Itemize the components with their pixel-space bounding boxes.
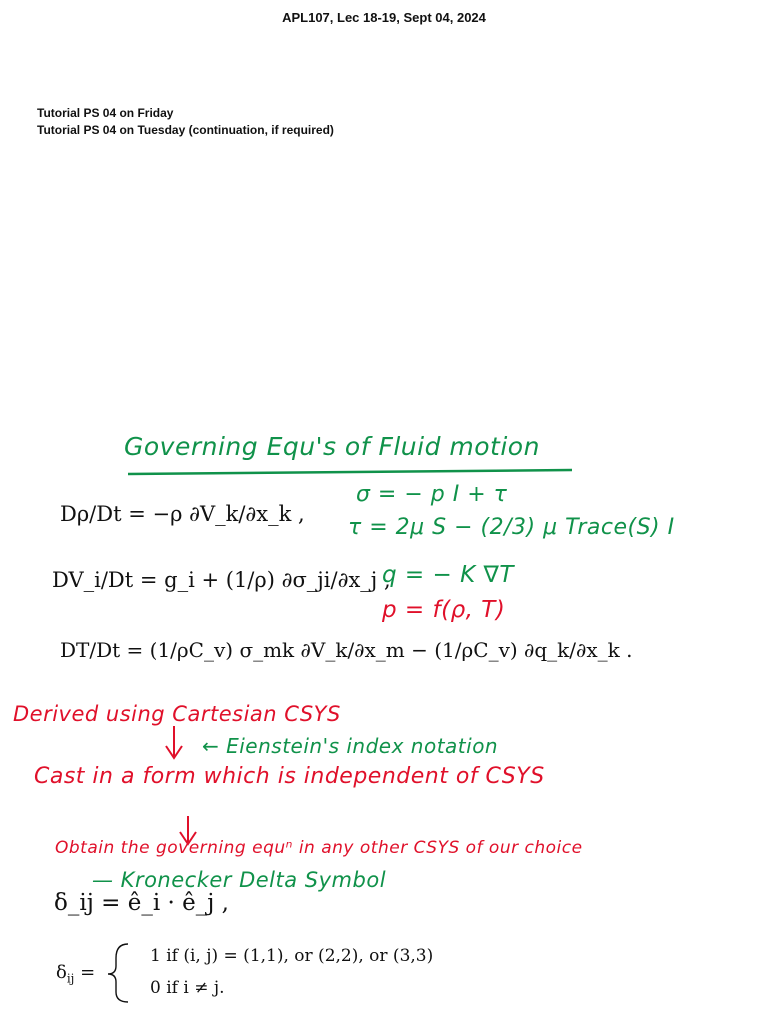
cast-note: Cast in a form which is independent of CSYS bbox=[34, 764, 545, 789]
heat-flux-relation: q = − K ∇T bbox=[382, 562, 514, 588]
kronecker-delta-symbol: $\delta_{ij}$ = bbox=[56, 962, 96, 986]
kronecker-case-2: 0 if i ≠ j. bbox=[150, 978, 225, 998]
momentum-equation: DV_i/Dt = g_i + (1/ρ) ∂σ_ji/∂x_j , bbox=[52, 568, 391, 592]
derived-note: Derived using Cartesian CSYS bbox=[13, 702, 341, 726]
kronecker-case-1: 1 if (i, j) = (1,1), or (2,2), or (3,3) bbox=[150, 946, 434, 966]
energy-equation: DT/Dt = (1/ρC_v) σ_mk ∂V_k/∂x_m − (1/ρC_v) ∂q_k/∂x_k . bbox=[60, 638, 633, 662]
kronecker-note: — Kronecker Delta Symbol bbox=[92, 868, 387, 892]
pressure-relation: p = f(ρ, T) bbox=[382, 597, 506, 623]
stress-relation: σ = − p I + τ bbox=[356, 482, 508, 507]
viscous-stress-relation: τ = 2μ S − (2/3) μ Trace(S) I bbox=[348, 515, 675, 540]
kronecker-definition: δ_ij = ê_i · ê_j , bbox=[54, 890, 229, 916]
page-header: APL107, Lec 18-19, Sept 04, 2024 bbox=[282, 10, 486, 25]
einstein-note: ← Eienstein's index notation bbox=[202, 734, 499, 758]
governing-equations-heading: Governing Equ's of Fluid motion bbox=[124, 432, 540, 461]
continuity-equation: Dρ/Dt = −ρ ∂V_k/∂x_k , bbox=[60, 502, 305, 526]
tutorial-line-1: Tutorial PS 04 on Friday bbox=[37, 106, 174, 120]
obtain-note: Obtain the governing equⁿ in any other CSYS of our choice bbox=[55, 838, 583, 858]
tutorial-line-2: Tutorial PS 04 on Tuesday (continuation, if required) bbox=[37, 123, 334, 137]
